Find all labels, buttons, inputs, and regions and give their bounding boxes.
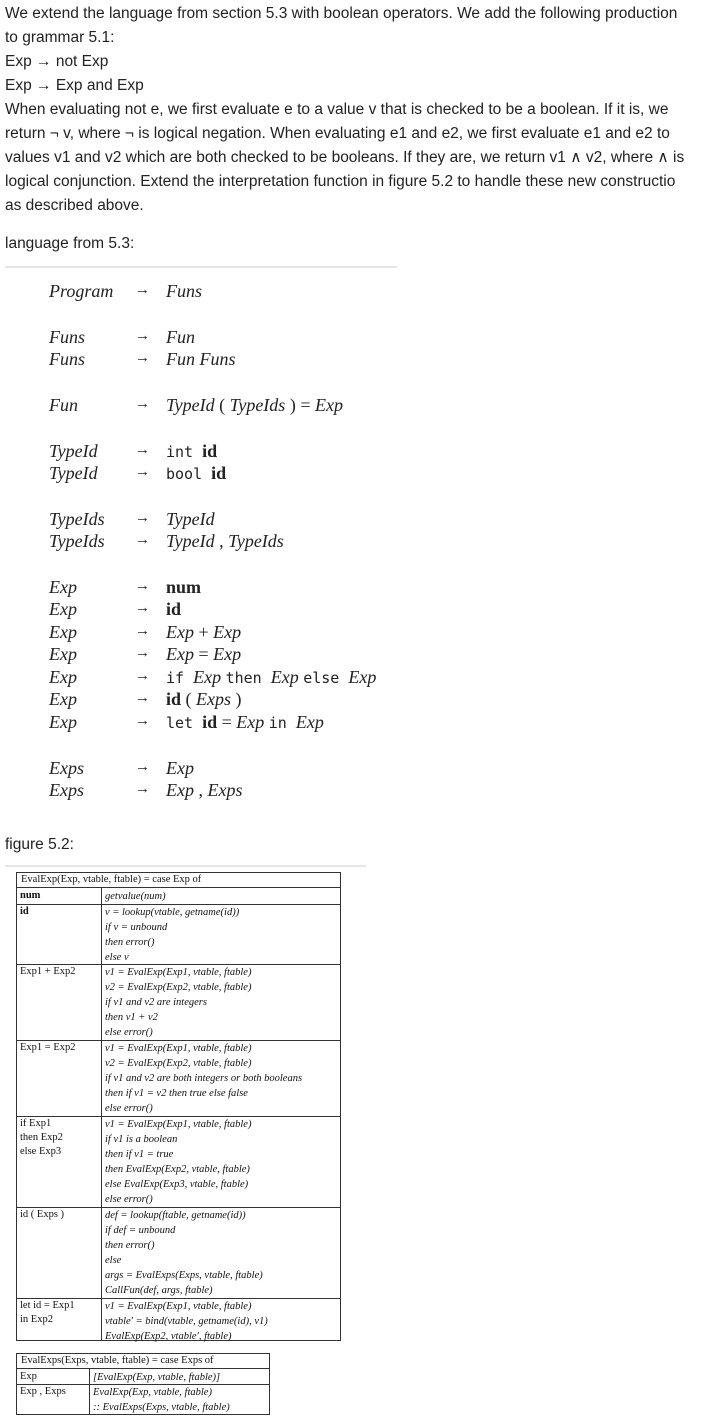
case-pattern: if Exp1 then Exp2 else Exp3: [20, 1118, 63, 1157]
case-row: [17, 1040, 340, 1117]
grammar-rhs: id ( Exps ): [166, 689, 242, 709]
case-pattern: Exp , Exps: [20, 1386, 66, 1397]
question-line: Exp → not Exp: [5, 53, 109, 70]
question-line: logical conjunction. Extend the interpretation function in figure 5.2 to handle these new constructio: [5, 173, 676, 190]
language-caption: language from 5.3:: [5, 235, 135, 252]
arrow-icon: →: [135, 464, 150, 480]
arrow-icon: →: [135, 781, 150, 797]
grammar-rhs: bool id: [166, 463, 227, 483]
question-line: as described above.: [5, 197, 144, 214]
case-pattern: let id = Exp1 in Exp2: [20, 1300, 75, 1325]
question-line: When evaluating not e, we first evaluate e to a value v that is checked to be a boolean. If it is, we: [5, 101, 669, 118]
arrow-icon: →: [135, 532, 150, 548]
eval-exps-table: [16, 1353, 270, 1415]
arrow-icon: →: [135, 282, 150, 298]
case-row: [17, 1207, 340, 1299]
case-body: EvalExp(Exp, vtable, ftable) :: EvalExps(Exps, vtable, ftable): [93, 1387, 230, 1413]
grammar-lhs: Exps: [49, 780, 84, 800]
case-pattern: id: [20, 906, 29, 917]
grammar-lhs: Exp: [49, 599, 77, 619]
grammar-rhs: TypeId , TypeIds: [166, 531, 284, 551]
case-pattern: Exp1 + Exp2: [20, 966, 76, 977]
grammar-rhs: id: [166, 599, 182, 619]
case-body: v1 = EvalExp(Exp1, vtable, ftable) vtable′ = bind(vtable, getname(id), v1) EvalExp(Exp2, vtable′, ftable): [105, 1301, 268, 1342]
case-row: [17, 1369, 269, 1385]
grammar-rhs: TypeId ( TypeIds ) = Exp: [166, 395, 343, 415]
grammar-rhs: Exp = Exp: [166, 644, 242, 664]
eval-exp-table: [16, 872, 341, 1341]
question-text: [5, 2, 702, 218]
grammar-lhs: Funs: [49, 349, 85, 369]
case-row: [17, 888, 340, 905]
grammar-lhs: TypeIds: [49, 531, 105, 551]
arrow-icon: →: [135, 510, 150, 526]
grammar-rhs: Fun Funs: [166, 349, 236, 369]
figure-caption: figure 5.2:: [5, 836, 74, 853]
case-row: [17, 1116, 340, 1208]
arrow-icon: →: [135, 578, 150, 594]
arrow-icon: →: [135, 350, 150, 366]
grammar-lhs: Exp: [49, 577, 77, 597]
grammar-lhs: Fun: [49, 395, 78, 415]
arrow-icon: →: [135, 623, 150, 639]
grammar-rhs: Exp + Exp: [166, 622, 242, 642]
case-pattern: Exp1 = Exp2: [20, 1042, 76, 1053]
grammar-lhs: TypeId: [49, 441, 98, 461]
grammar-rhs: Exp , Exps: [166, 780, 243, 800]
grammar-lhs: Exp: [49, 689, 77, 709]
grammar-lhs: Exp: [49, 622, 77, 642]
arrow-icon: →: [135, 713, 150, 729]
grammar-lhs: Exp: [49, 644, 77, 664]
question-line: Exp → Exp and Exp: [5, 77, 144, 94]
case-pattern: id ( Exps ): [20, 1209, 65, 1220]
case-row: [17, 904, 340, 965]
question-line: We extend the language from section 5.3 with boolean operators. We add the following production: [5, 5, 678, 22]
grammar-lhs: TypeIds: [49, 509, 105, 529]
case-body: v1 = EvalExp(Exp1, vtable, ftable) v2 = EvalExp(Exp2, vtable, ftable) if v1 and v2 are integers then v1 + v2 else error(): [105, 967, 252, 1038]
arrow-icon: →: [135, 759, 150, 775]
arrow-icon: →: [135, 690, 150, 706]
grammar-rhs: Exp: [166, 758, 194, 778]
case-row: [17, 964, 340, 1041]
case-row: [17, 1384, 269, 1414]
arrow-icon: →: [135, 600, 150, 616]
grammar-lhs: TypeId: [49, 463, 98, 483]
arrow-icon: →: [135, 328, 150, 344]
grammar-lhs: Program: [49, 281, 114, 301]
case-body: v = lookup(vtable, getname(id)) if v = unbound then error() else v: [105, 907, 240, 963]
case-body: getvalue(num): [105, 891, 166, 902]
grammar-rhs: let id = Exp in Exp: [166, 712, 324, 732]
question-line: values v1 and v2 which are both checked to be booleans. If they are, we return v1 ∧ v2, where ∧ is: [5, 149, 685, 166]
case-body: v1 = EvalExp(Exp1, vtable, ftable) if v1 is a boolean then if v1 = true then EvalExp(Exp2, vtable, ftable) else EvalExp(Exp3, vtable, ftable) else error(): [105, 1119, 252, 1205]
grammar-lhs: Exp: [49, 712, 77, 732]
arrow-icon: →: [135, 668, 150, 684]
question-line: to grammar 5.1:: [5, 29, 115, 46]
case-pattern: Exp: [20, 1371, 37, 1382]
arrow-icon: →: [135, 396, 150, 412]
question-line: return ¬ v, where ¬ is logical negation. When evaluating e1 and e2, we first evaluate e1 and e2 to: [5, 125, 670, 142]
grammar-lhs: Exp: [49, 667, 77, 687]
divider: [5, 865, 366, 867]
grammar-lhs: Funs: [49, 327, 85, 347]
divider: [5, 266, 397, 268]
case-body: def = lookup(ftable, getname(id)) if def = unbound then error() else args = EvalExps(Exps, vtable, ftable) CallFun(def, args, ftable): [105, 1210, 263, 1296]
grammar-rhs: TypeId: [166, 509, 215, 529]
case-body: v1 = EvalExp(Exp1, vtable, ftable) v2 = EvalExp(Exp2, vtable, ftable) if v1 and v2 are both integers or both booleans then if v1 = v2 then true else false else error(): [105, 1043, 303, 1114]
case-pattern: num: [20, 890, 41, 901]
arrow-icon: →: [135, 442, 150, 458]
arrow-icon: →: [135, 645, 150, 661]
case-row: [17, 1298, 340, 1343]
table-header: EvalExps(Exps, vtable, ftable) = case Exps of: [17, 1354, 269, 1369]
grammar-rhs: int id: [166, 441, 218, 461]
grammar-lhs: Exps: [49, 758, 84, 778]
grammar-rhs: Fun: [166, 327, 195, 347]
grammar-rhs: if Exp then Exp else Exp: [166, 667, 377, 687]
case-body: [EvalExp(Exp, vtable, ftable)]: [93, 1372, 221, 1383]
table-header: EvalExp(Exp, vtable, ftable) = case Exp of: [17, 873, 340, 888]
grammar-rhs: num: [166, 577, 202, 597]
grammar-rhs: Funs: [166, 281, 202, 301]
